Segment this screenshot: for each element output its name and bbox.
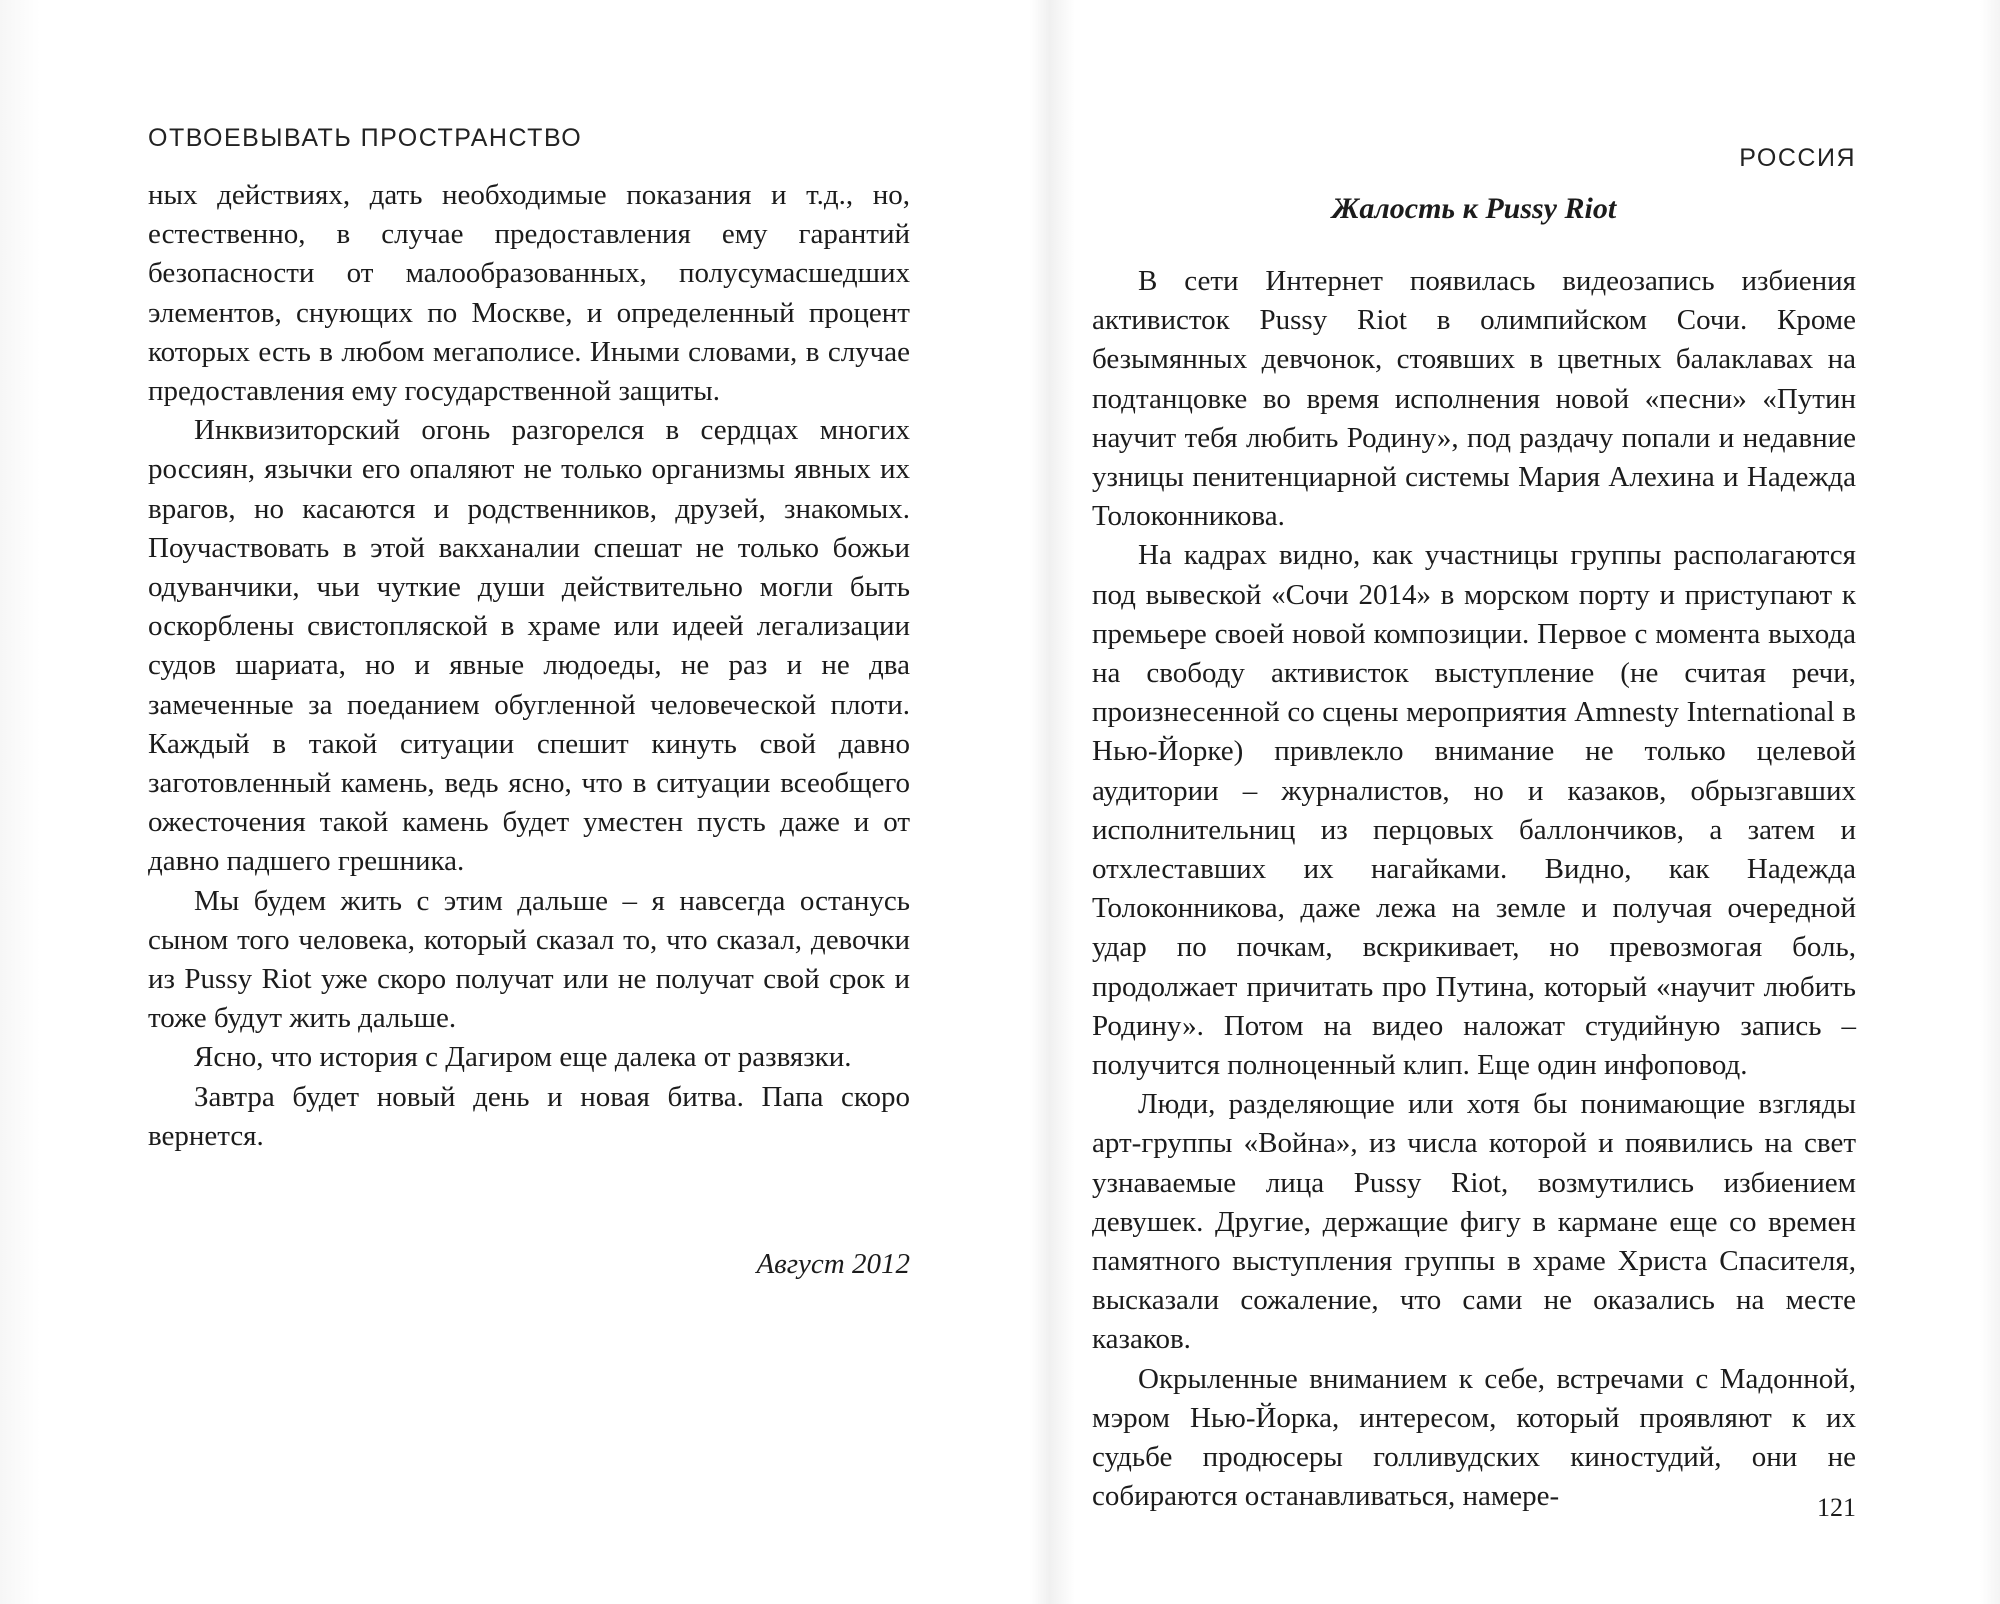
article-date: Август 2012 xyxy=(756,1248,910,1280)
paragraph: Завтра будет новый день и новая битва. Папа скоро вернется. xyxy=(148,1080,910,1152)
paragraph: Окрыленные вниманием к себе, встречами с Мадонной, мэром Нью-Йорка, интересом, который проявляют к их судьбе продюсеры голливудских киностудий, они не собираются останавливаться, намере- xyxy=(1092,1362,1856,1513)
paragraph: Ясно, что история с Дагиром еще далека от развязки. xyxy=(194,1041,852,1074)
paragraph: Мы будем жить с этим дальше – я навсегда останусь сыном того человека, который сказал то, что сказал, девочки из Pussy Riot уже скоро получат или не получат свой срок и тоже будут жить дальше. xyxy=(148,884,910,1035)
paragraph: На кадрах видно, как участницы группы располагаются под вывеской «Сочи 2014» в морском порту и приступают к премьере своей новой композиции. Первое с момента выхода на свободу активисток выступление (не считая речи, произнесенной со сцены мероприятия Amnesty International в Нью-Йорке) привлекло внимание не только целевой аудитории – журналистов, но и казаков, обрызгавших исполнительниц из перцовых баллончиков, а затем и отхлеставших их нагайками. Видно, как Надежда Толоконникова, даже лежа на земле и получая очередной удар по почкам, вскрикивает, но превозмогая боль, продолжает причитать про Путина, который «научит любить Родину». Потом на видео наложат студийную запись – получится полноценный клип. Еще один инфоповод. xyxy=(1092,539,1856,1082)
page-number: 121 xyxy=(1817,1493,1856,1522)
right-text-block xyxy=(1092,262,1856,1517)
left-text-block xyxy=(148,176,910,1156)
running-head-left: ОТВОЕВЫВАТЬ ПРОСТРАНСТВО xyxy=(148,124,583,152)
paragraph: Инквизиторский огонь разгорелся в сердцах многих россиян, язычки его опаляют не только организмы явных их врагов, но касаются и родственников, друзей, знакомых. Поучаствовать в этой вакханалии спешат не только божьи одуванчики, чьи чуткие души действительно могли быть оскорблены свистопляской в храме или идеей легализации судов шариата, но и явные людоеды, не раз и не два замеченные за поеданием обугленной человеческой плоти. Каждый в такой ситуации спешит кинуть свой давно заготовленный камень, ведь ясно, что в ситуации всеобщего ожесточения такой камень будет уместен пусть даже и от давно падшего грешника. xyxy=(148,414,910,878)
right-page xyxy=(1092,0,1856,1604)
running-head-right: РОССИЯ xyxy=(1739,144,1856,172)
left-page xyxy=(148,0,910,1604)
article-title: Жалость к Pussy Riot xyxy=(1331,192,1617,225)
paragraph: Люди, разделяющие или хотя бы понимающие взгляды арт-группы «Война», из числа которой и появились на свет узнаваемые лица Pussy Riot, возмутились избиением девушек. Другие, держащие фигу в кармане еще со времен памятного выступления группы в храме Христа Спасителя, высказали сожаление, что сами не оказались на месте казаков. xyxy=(1092,1088,1856,1356)
paragraph: ных действиях, дать необходимые показания и т.д., но, естественно, в случае предоставления ему гарантий безопасности от малообразованных, полусумасшедших элементов, снующих по Москве, и определенный процент которых есть в любом мегаполисе. Иными словами, в случае предоставления ему государственной защиты. xyxy=(148,179,910,408)
paragraph: В сети Интернет появилась видеозапись избиения активисток Pussy Riot в олимпийском Сочи. Кроме безымянных девчонок, стоявших в цветных балаклавах на подтанцовке во время исполнения новой «песни» «Путин научит тебя любить Родину», под раздачу попали и недавние узницы пенитенциарной системы Мария Алехина и Надежда Толоконникова. xyxy=(1092,265,1856,533)
